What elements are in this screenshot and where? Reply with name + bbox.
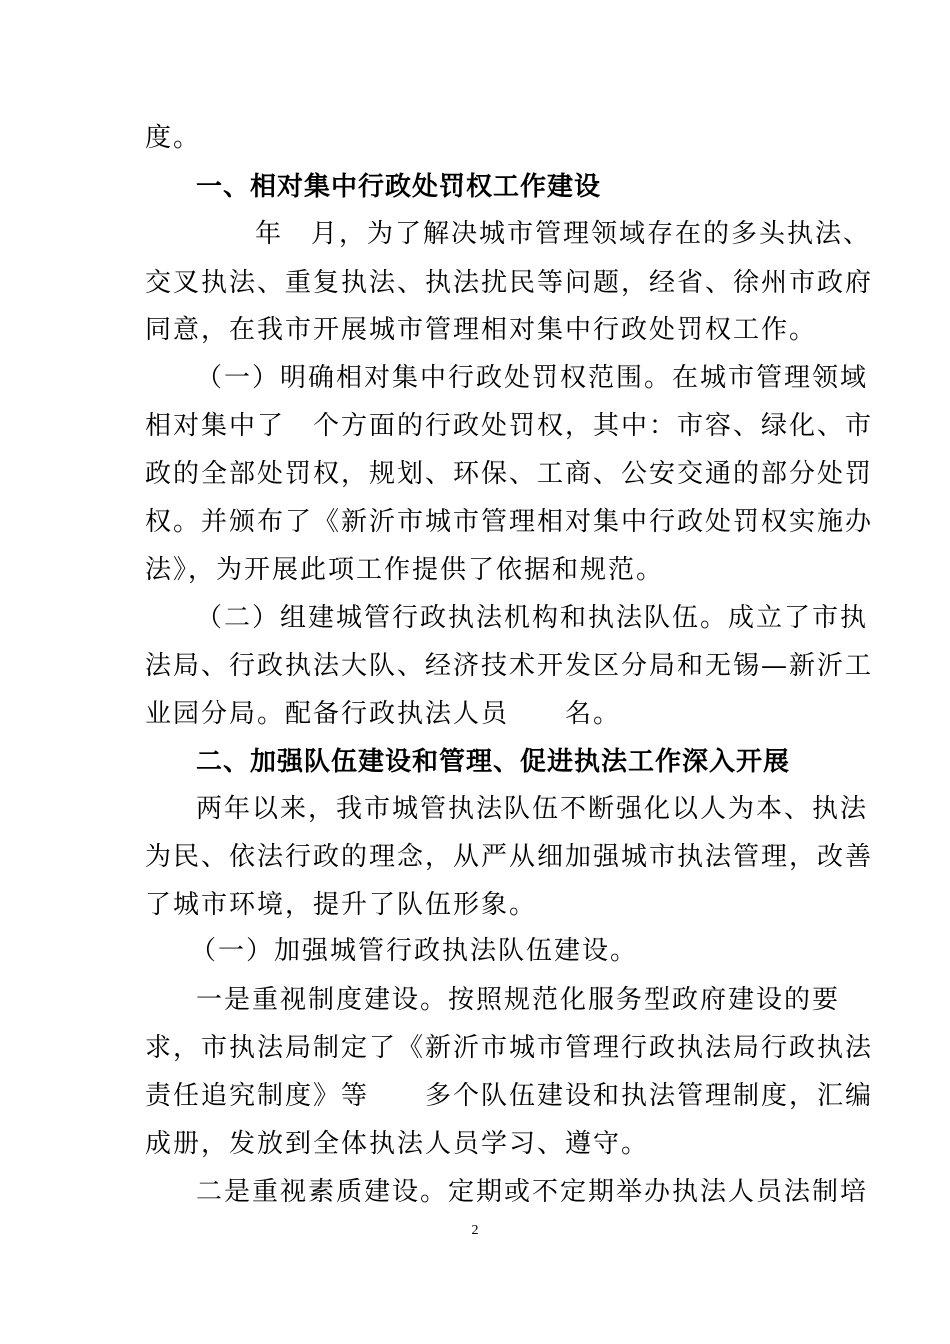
- text-line: （一）加强城管行政执法队伍建设。: [190, 936, 639, 966]
- text-line: （一）明确相对集中行政处罚权范围。在城市管理领域: [196, 363, 869, 393]
- text-line: 一是重视制度建设。按照规范化服务型政府建设的要: [196, 985, 841, 1015]
- section-heading: 二、加强队伍建设和管理、促进执法工作深入开展: [196, 747, 791, 777]
- text-line: 成册，发放到全体执法人员学习、遵守。: [145, 1129, 650, 1159]
- text-line: 为民、依法行政的理念，从严从细加强城市执法管理，改善: [145, 842, 874, 872]
- text-line: （二）组建城管行政执法机构和执法队伍。成立了市执: [196, 603, 869, 633]
- text-line: 求，市执法局制定了《新沂市城市管理行政执法局行政执法: [145, 1033, 874, 1063]
- text-line: 政的全部处罚权，规划、环保、工商、公安交通的部分处罚: [145, 459, 874, 489]
- page-number: 2: [471, 1223, 479, 1238]
- text-line: 度。: [145, 123, 202, 153]
- section-heading: 一、相对集中行政处罚权工作建设: [196, 172, 602, 202]
- text-line: 两年以来，我市城管执法队伍不断强化以人为本、执法: [196, 794, 869, 824]
- text-line: 责任追究制度》等 多个队伍建设和执法管理制度，汇编: [145, 1081, 874, 1111]
- text-line: 交叉执法、重复执法、执法扰民等问题，经省、徐州市政府: [145, 268, 874, 298]
- text-line: 年 月，为了解决城市管理领域存在的多头执法、: [255, 219, 872, 249]
- text-line: 同意，在我市开展城市管理相对集中行政处罚权工作。: [145, 315, 818, 345]
- text-line: 二是重视素质建设。定期或不定期举办执法人员法制培: [196, 1177, 869, 1207]
- text-line: 相对集中了 个方面的行政处罚权，其中：市容、绿化、市: [145, 411, 874, 441]
- text-line: 业园分局。配备行政执法人员 名。: [145, 699, 622, 729]
- text-line: 了城市环境，提升了队伍形象。: [145, 890, 538, 920]
- text-line: 法局、行政执法大队、经济技术开发区分局和无锡—新沂工: [145, 651, 874, 681]
- text-line: 权。并颁布了《新沂市城市管理相对集中行政处罚权实施办: [145, 507, 874, 537]
- text-line: 法》，为开展此项工作提供了依据和规范。: [145, 555, 665, 585]
